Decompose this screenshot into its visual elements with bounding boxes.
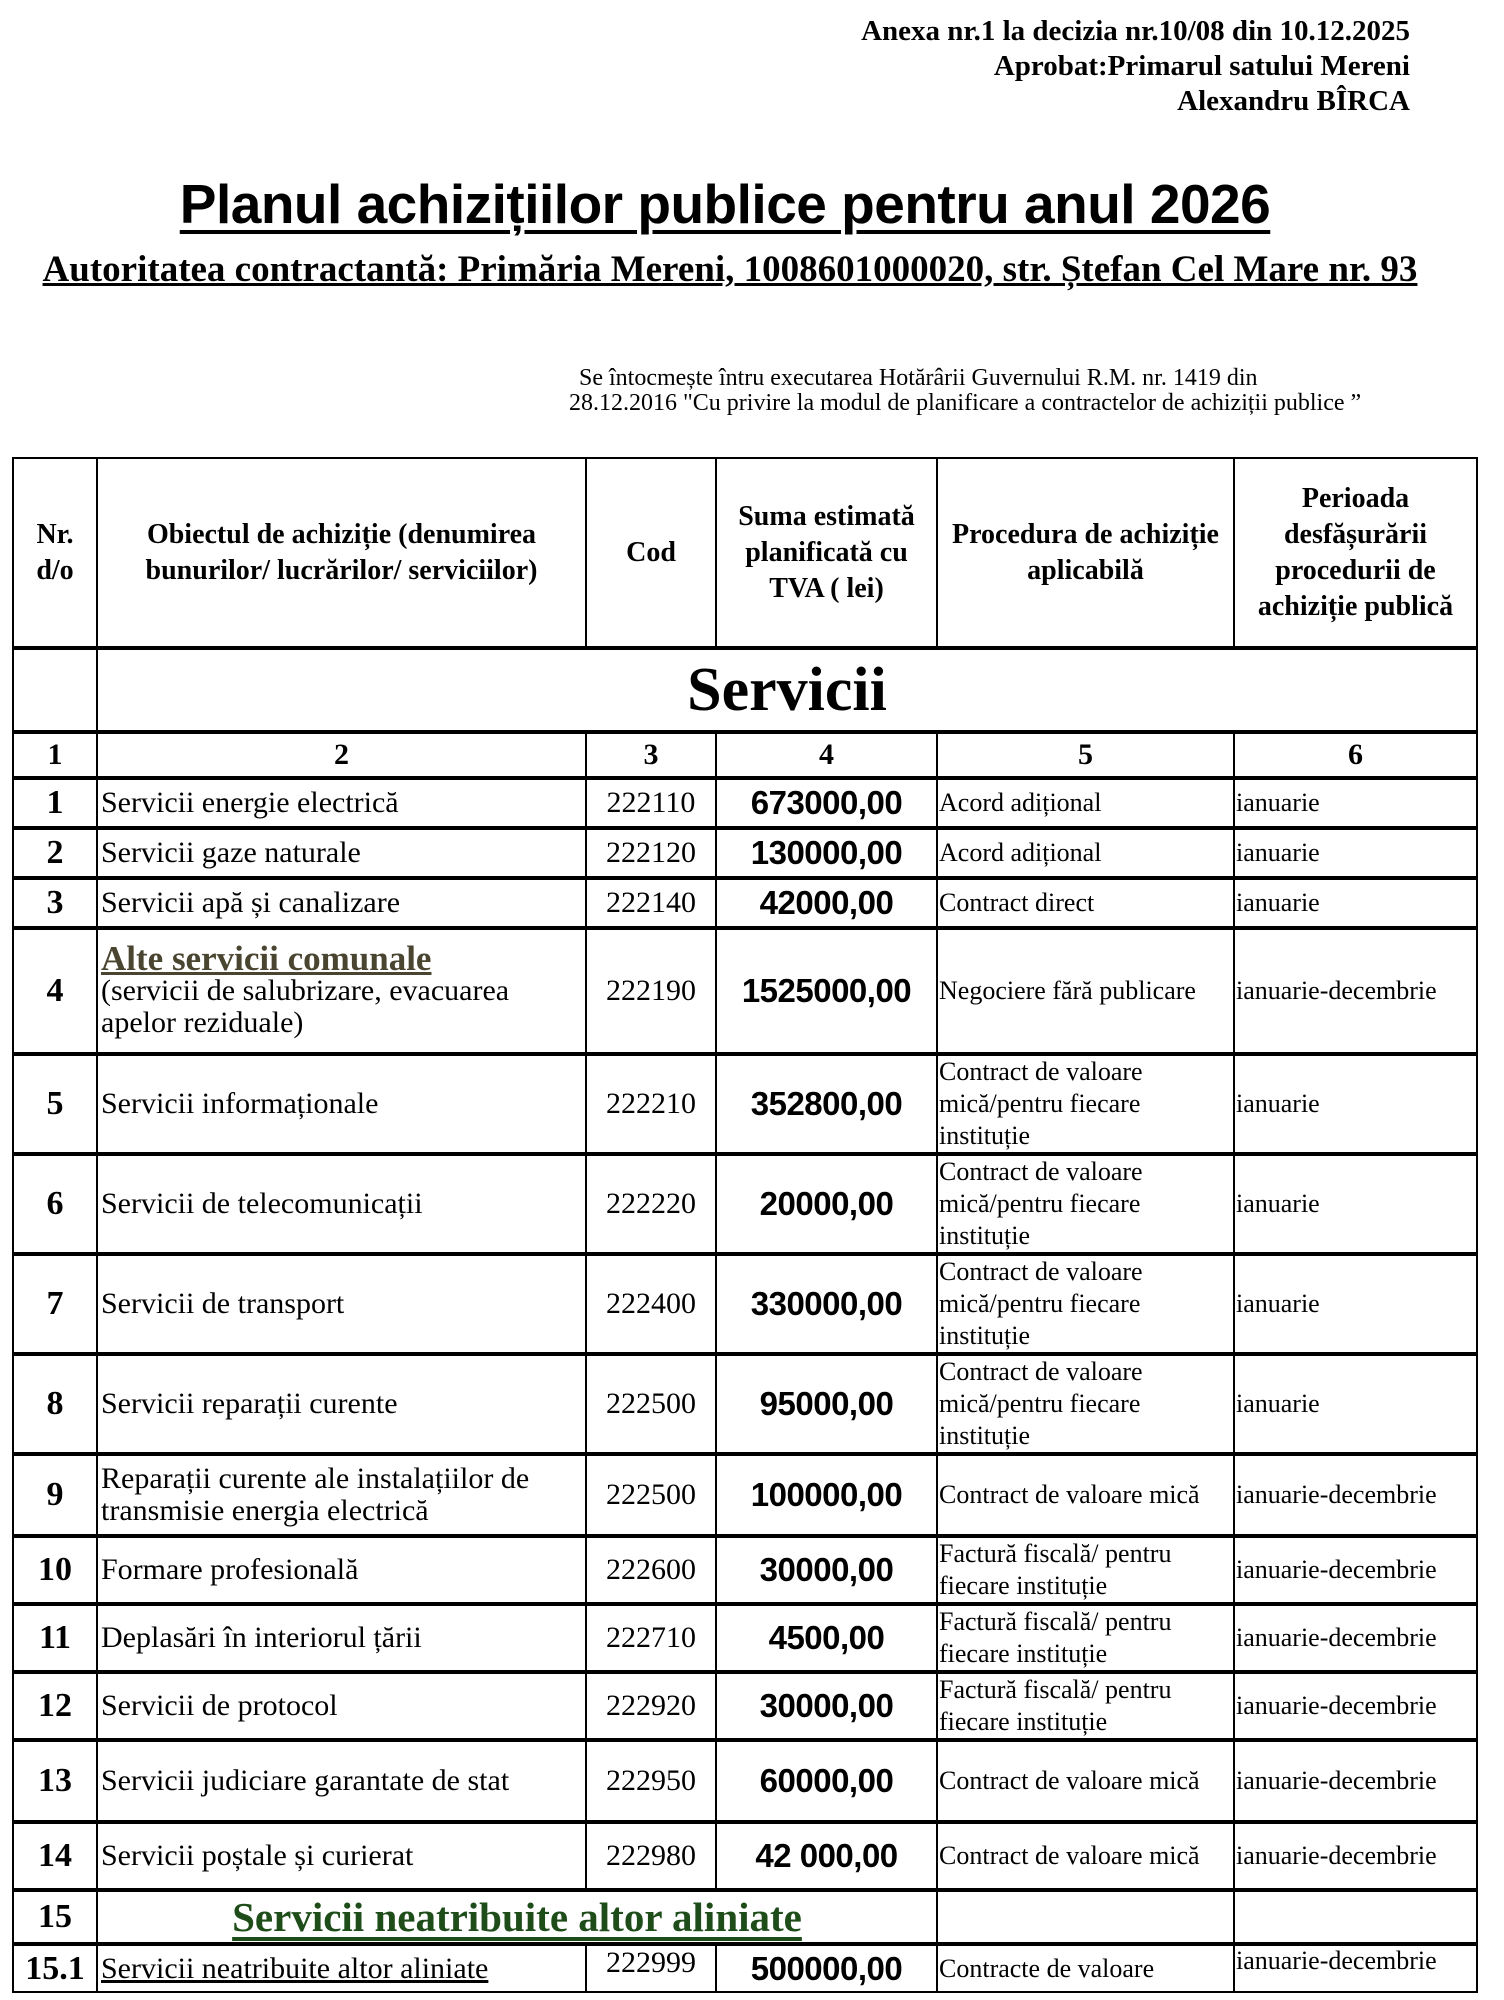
row-nr: 13 (13, 1740, 97, 1822)
approved-by-line: Aprobat:Primarul satului Mereni (993, 50, 1410, 82)
row-perioada: ianuarie-decembrie (1234, 1454, 1477, 1536)
legal-basis-note: Se întocmește întru executarea Hotărârii Guvernului R.M. nr. 1419 din 28.12.2016 "Cu privire la modul de planificare a contractelor de achiziții publice ” (569, 365, 1362, 416)
row-procedura: Contract de valoare mică/pentru fiecare instituție (937, 1054, 1234, 1154)
row-suma: 352800,00 (716, 1054, 937, 1154)
column-numbers-row (13, 732, 1477, 778)
table-row (13, 1354, 1477, 1454)
row-perioada: ianuarie-decembrie (1234, 928, 1477, 1054)
column-number: 5 (937, 732, 1234, 778)
section-empty-cell (13, 648, 97, 732)
row-suma: 42000,00 (716, 878, 937, 928)
row-object: Servicii judiciare garantate de stat (97, 1740, 586, 1822)
table-row (13, 1740, 1477, 1822)
row-perioada: ianuarie-decembrie (1234, 1536, 1477, 1604)
column-number: 2 (97, 732, 586, 778)
annex-header (861, 14, 1410, 119)
row-suma: 42 000,00 (716, 1822, 937, 1890)
row-cod: 222980 (586, 1822, 716, 1890)
row-cod: 222500 (586, 1354, 716, 1454)
row-cod: 222950 (586, 1740, 716, 1822)
row-procedura: Contract de valoare mică/pentru fiecare instituție (937, 1154, 1234, 1254)
table-row (13, 1054, 1477, 1154)
row-nr: 9 (13, 1454, 97, 1536)
row-nr: 14 (13, 1822, 97, 1890)
row-nr: 15.1 (13, 1944, 97, 1992)
table-row (13, 1454, 1477, 1536)
row-suma: 100000,00 (716, 1454, 937, 1536)
column-header-nr: Nr. d/o (13, 458, 97, 648)
column-header-procedura: Procedura de achiziție aplicabilă (937, 458, 1234, 648)
row-suma: 20000,00 (716, 1154, 937, 1254)
row-object-detail: (servicii de salubrizare, evacuarea apelor reziduale) (101, 974, 510, 1039)
row-cod: 222120 (586, 828, 716, 878)
annex-decision-line: Anexa nr.1 la decizia nr.10/08 din 10.12.2025 (861, 15, 1410, 47)
column-header-perioada: Perioada desfășurării procedurii de achiziție publică (1234, 458, 1477, 648)
row-object: Servicii de transport (97, 1254, 586, 1354)
table-row (13, 1672, 1477, 1740)
group-row (13, 1890, 1477, 1944)
row-suma: 30000,00 (716, 1536, 937, 1604)
row-perioada: ianuarie (1234, 1254, 1477, 1354)
group-title-cell (97, 1890, 937, 1944)
section-title: Servicii (97, 648, 1477, 732)
row-cod: 222190 (586, 928, 716, 1054)
row-object: Reparații curente ale instalațiilor de transmisie energia electrică (97, 1454, 586, 1536)
row-perioada: ianuarie-decembrie (1234, 1944, 1477, 1992)
column-number: 1 (13, 732, 97, 778)
row-procedura: Factură fiscală/ pentru fiecare instituție (937, 1604, 1234, 1672)
row-perioada: ianuarie (1234, 1354, 1477, 1454)
table-row (13, 828, 1477, 878)
row-nr: 4 (13, 928, 97, 1054)
row-cod: 222400 (586, 1254, 716, 1354)
row-object: Servicii de protocol (97, 1672, 586, 1740)
row-procedura: Acord adițional (937, 828, 1234, 878)
table-row (13, 1944, 1477, 1992)
column-number: 4 (716, 732, 937, 778)
row-cod: 222140 (586, 878, 716, 928)
procurement-plan-table (12, 457, 1478, 1993)
row-procedura: Acord adițional (937, 778, 1234, 828)
row-object: Servicii reparații curente (97, 1354, 586, 1454)
row-procedura: Factură fiscală/ pentru fiecare instituție (937, 1536, 1234, 1604)
mayor-name: Alexandru BÎRCA (1177, 85, 1410, 117)
column-header-cod: Cod (586, 458, 716, 648)
row-suma: 500000,00 (716, 1944, 937, 1992)
section-row (13, 648, 1477, 732)
row-cod: 222999 (586, 1944, 716, 1992)
row-suma: 330000,00 (716, 1254, 937, 1354)
row-suma: 673000,00 (716, 778, 937, 828)
row-suma: 1525000,00 (716, 928, 937, 1054)
row-suma: 4500,00 (716, 1604, 937, 1672)
row-procedura: Contract de valoare mică (937, 1454, 1234, 1536)
row-object: Servicii gaze naturale (97, 828, 586, 878)
row-procedura: Contracte de valoare (937, 1944, 1234, 1992)
row-nr: 2 (13, 828, 97, 878)
table-row (13, 1536, 1477, 1604)
column-number: 6 (1234, 732, 1477, 778)
group-title: Servicii neatribuite altor aliniate (232, 1894, 802, 1940)
row-cod: 222710 (586, 1604, 716, 1672)
table-row (13, 878, 1477, 928)
row-procedura: Negociere fără publicare (937, 928, 1234, 1054)
row-cod: 222220 (586, 1154, 716, 1254)
page-title: Planul achizițiilor publice pentru anul 2026 (179, 173, 1271, 235)
contracting-authority: Autoritatea contractantă: Primăria Mereni, 1008601000020, str. Ștefan Cel Mare nr. 93 (42, 249, 1418, 290)
row-cod: 222600 (586, 1536, 716, 1604)
column-header-object: Obiectul de achiziție (denumirea bunurilor/ lucrărilor/ serviciilor) (97, 458, 586, 648)
row-object: Servicii poștale și curierat (97, 1822, 586, 1890)
column-header-suma: Suma estimată planificată cu TVA ( lei) (716, 458, 937, 648)
table-row (13, 778, 1477, 828)
row-perioada: ianuarie-decembrie (1234, 1822, 1477, 1890)
row-nr: 12 (13, 1672, 97, 1740)
row-cod: 222500 (586, 1454, 716, 1536)
row-perioada: ianuarie-decembrie (1234, 1672, 1477, 1740)
table-row (13, 1154, 1477, 1254)
row-suma: 95000,00 (716, 1354, 937, 1454)
row-perioada: ianuarie-decembrie (1234, 1604, 1477, 1672)
row-nr: 11 (13, 1604, 97, 1672)
row-nr: 1 (13, 778, 97, 828)
row-cod: 222110 (586, 778, 716, 828)
row-procedura: Factură fiscală/ pentru fiecare instituție (937, 1672, 1234, 1740)
row-cod: 222210 (586, 1054, 716, 1154)
row-nr: 3 (13, 878, 97, 928)
row-perioada: ianuarie (1234, 778, 1477, 828)
row-perioada: ianuarie (1234, 1154, 1477, 1254)
row-object-title: Alte servicii comunale (101, 939, 432, 978)
row-object: Formare profesională (97, 1536, 586, 1604)
row-procedura: Contract de valoare mică/pentru fiecare instituție (937, 1354, 1234, 1454)
row-procedura: Contract de valoare mică/pentru fiecare instituție (937, 1254, 1234, 1354)
row-perioada: ianuarie (1234, 1054, 1477, 1154)
row-object: Servicii neatribuite altor aliniate (97, 1944, 586, 1992)
row-procedura: Contract de valoare mică (937, 1822, 1234, 1890)
row-nr: 8 (13, 1354, 97, 1454)
row-suma: 60000,00 (716, 1740, 937, 1822)
row-nr: 5 (13, 1054, 97, 1154)
row-object: Servicii informaționale (97, 1054, 586, 1154)
row-nr: 15 (13, 1890, 97, 1944)
table-row (13, 1604, 1477, 1672)
row-perioada: ianuarie-decembrie (1234, 1740, 1477, 1822)
row-procedura: Contract de valoare mică (937, 1740, 1234, 1822)
row-procedura: Contract direct (937, 878, 1234, 928)
table-row (13, 1254, 1477, 1354)
column-number: 3 (586, 732, 716, 778)
row-object: Servicii apă și canalizare (97, 878, 586, 928)
row-object: Servicii de telecomunicații (97, 1154, 586, 1254)
table-row (13, 1822, 1477, 1890)
row-object (97, 928, 586, 1054)
row-suma: 30000,00 (716, 1672, 937, 1740)
row-nr: 7 (13, 1254, 97, 1354)
row-nr: 10 (13, 1536, 97, 1604)
row-suma: 130000,00 (716, 828, 937, 878)
table-row (13, 928, 1477, 1054)
row-cod: 222920 (586, 1672, 716, 1740)
row-nr: 6 (13, 1154, 97, 1254)
row-object: Deplasări în interiorul țării (97, 1604, 586, 1672)
row-object: Servicii energie electrică (97, 778, 586, 828)
group-empty-procedura (937, 1890, 1234, 1944)
row-perioada: ianuarie (1234, 878, 1477, 928)
group-empty-perioada (1234, 1890, 1477, 1944)
row-perioada: ianuarie (1234, 828, 1477, 878)
